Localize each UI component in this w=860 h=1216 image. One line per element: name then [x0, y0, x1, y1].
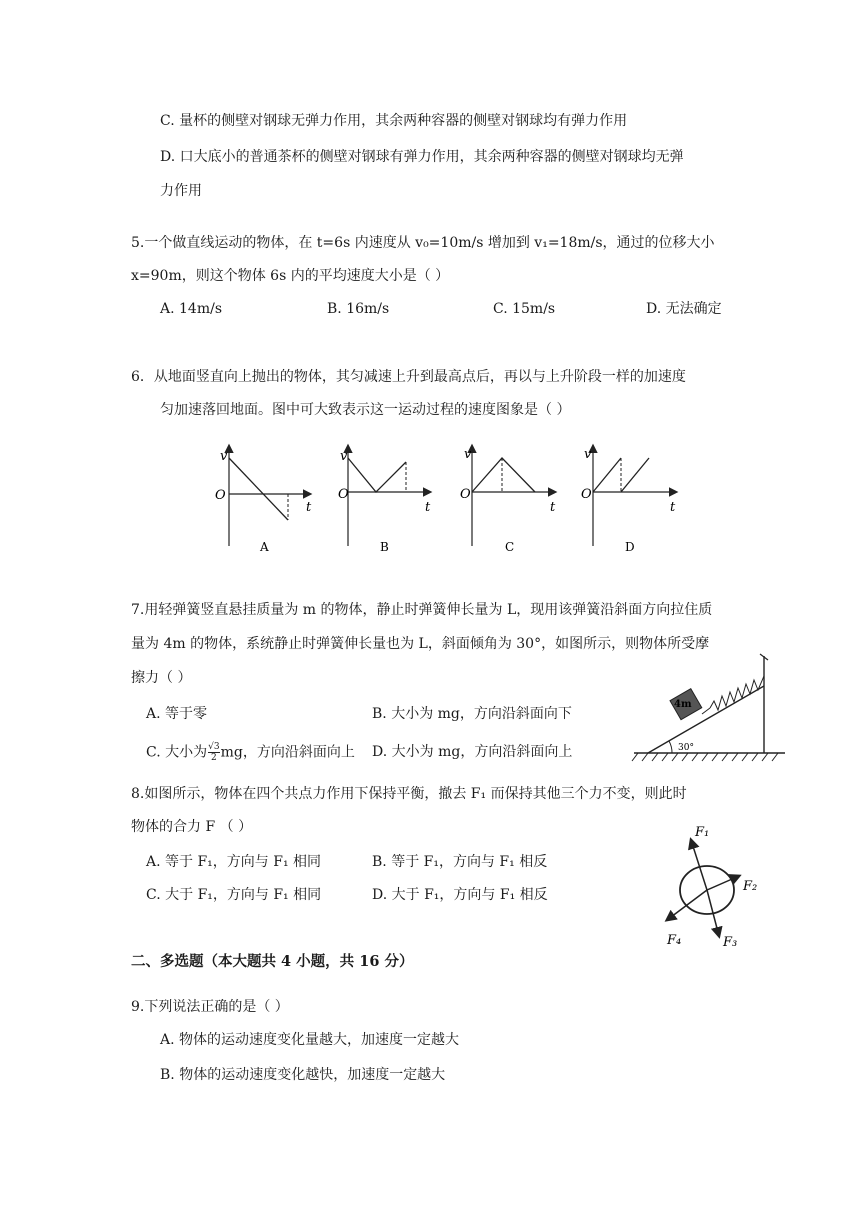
q7-fraction-den: 2 [210, 753, 217, 763]
q8-force-f1: F₁ [695, 825, 710, 840]
graph-a-label: A [260, 540, 269, 554]
q7-fraction-num: √3 [208, 742, 220, 752]
q9-option-a: A. 物体的运动速度变化量越大，加速度一定越大 [160, 1032, 460, 1048]
q7-option-a: A. 等于零 [146, 706, 208, 722]
graph-d-t-label: t [670, 500, 676, 515]
q8-force-figure [655, 822, 775, 952]
graph-c-t-label: t [550, 500, 556, 515]
q4-option-d-cont: 力作用 [160, 183, 202, 199]
q8-stem-line2: 物体的合力 F （ ） [131, 819, 253, 835]
graph-c-v-label: v [464, 447, 472, 462]
graph-a-origin: O [215, 488, 226, 503]
q8-force-f2: F₂ [743, 879, 758, 894]
graph-a-t-label: t [306, 500, 312, 515]
graph-d-label: D [625, 540, 635, 554]
graph-b-origin: O [338, 487, 349, 502]
q5-stem-line2: x=90m，则这个物体 6s 内的平均速度大小是（ ） [131, 268, 450, 284]
q9-option-b: B. 物体的运动速度变化越快，加速度一定越大 [160, 1067, 446, 1083]
q8-option-c: C. 大于 F₁，方向与 F₁ 相同 [146, 887, 322, 903]
q7-option-b: B. 大小为 mg，方向沿斜面向下 [372, 706, 572, 722]
graph-b-v-label: v [340, 449, 348, 464]
q9-stem: 9.下列说法正确的是（ ） [131, 999, 289, 1015]
graph-c-origin: O [460, 487, 471, 502]
q8-force-f4: F₄ [667, 933, 682, 948]
graph-d-v-label: v [584, 447, 592, 462]
q5-option-d: D. 无法确定 [646, 301, 722, 317]
q5-option-c: C. 15m/s [493, 301, 556, 317]
graph-b-t-label: t [425, 500, 431, 515]
q8-option-b: B. 等于 F₁，方向与 F₁ 相反 [372, 854, 548, 870]
q7-option-d: D. 大小为 mg，方向沿斜面向上 [372, 744, 573, 760]
q6-stem-line2: 匀加速落回地面。图中可大致表示这一运动过程的速度图象是（ ） [160, 402, 571, 418]
q6-stem-line1: 6．从地面竖直向上抛出的物体，其匀减速上升到最高点后，再以与上升阶段一样的加速度 [131, 369, 686, 385]
q4-option-d: D. 口大底小的普通茶杯的侧壁对钢球有弹力作用，其余两种容器的侧壁对钢球均无弹 [160, 149, 684, 165]
q8-option-a: A. 等于 F₁，方向与 F₁ 相同 [146, 854, 322, 870]
q8-option-d: D. 大于 F₁，方向与 F₁ 相反 [372, 887, 548, 903]
graph-d-origin: O [581, 487, 592, 502]
q8-force-f3: F₃ [723, 935, 738, 950]
q4-option-c: C. 量杯的侧壁对钢球无弹力作用，其余两种容器的侧壁对钢球均有弹力作用 [160, 113, 628, 129]
q8-stem-line1: 8.如图所示，物体在四个共点力作用下保持平衡，撤去 F₁ 而保持其他三个力不变，则此时 [131, 786, 687, 802]
q7-option-c-post: mg，方向沿斜面向上 [220, 744, 355, 761]
graph-b [338, 446, 431, 554]
graph-a-v-label: v [220, 449, 228, 464]
q7-fig-angle-label: 30° [678, 743, 694, 753]
q7-fraction [208, 742, 219, 763]
section-multiple-choice-title: 二、多选题（本大题共 4 小题，共 16 分） [131, 953, 414, 970]
q5-option-a: A. 14m/s [160, 301, 223, 317]
graph-c [460, 446, 556, 554]
graph-b-label: B [380, 540, 389, 554]
q5-option-b: B. 16m/s [327, 301, 390, 317]
q7-fig-mass-label: 4m [674, 699, 692, 710]
q7-stem-line3: 擦力（ ） [131, 670, 192, 686]
q7-option-c [146, 742, 355, 763]
graph-a [215, 446, 312, 554]
graph-d [581, 446, 676, 554]
q7-option-c-pre: C. 大小为 [146, 744, 208, 761]
q7-incline-figure [630, 648, 790, 768]
q7-stem-line2: 量为 4m 的物体，系统静止时弹簧伸长量也为 L，斜面倾角为 30°，如图所示，则物体所受摩 [131, 636, 710, 652]
q5-stem-line1: 5.一个做直线运动的物体，在 t=6s 内速度从 v₀=10m/s 增加到 v₁=18m/s，通过的位移大小 [131, 235, 715, 251]
graph-c-label: C [505, 540, 515, 554]
q6-velocity-graphs [200, 436, 700, 566]
q7-stem-line1: 7.用轻弹簧竖直悬挂质量为 m 的物体，静止时弹簧伸长量为 L，现用该弹簧沿斜面方向拉住质 [131, 602, 713, 618]
